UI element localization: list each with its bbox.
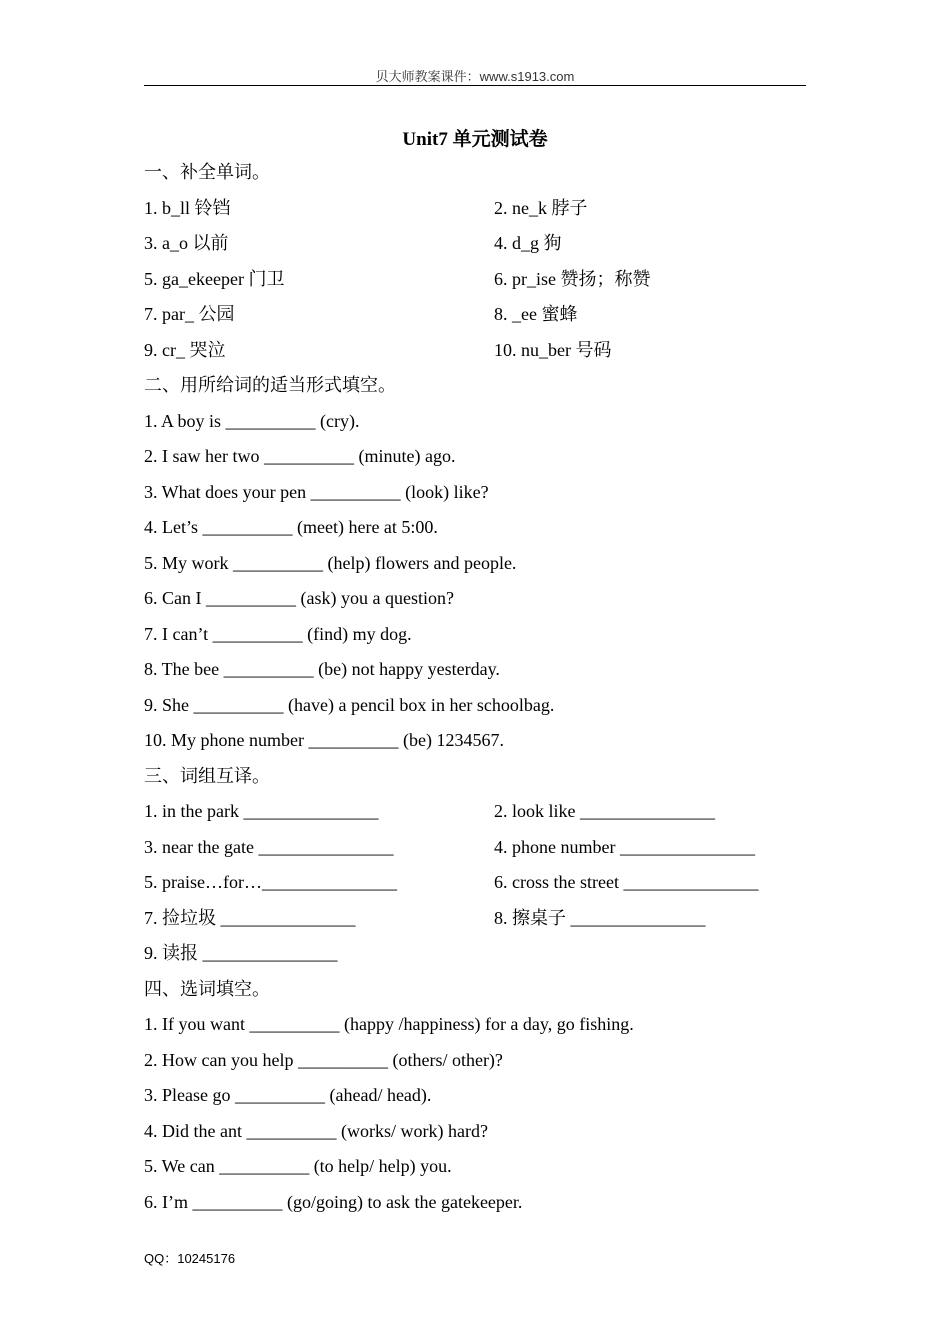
page-header: 贝大师教案课件：www.s1913.com xyxy=(375,69,575,84)
exercise-item: 10. My phone number __________ (be) 1234567. xyxy=(144,730,504,750)
section-heading: 四、选词填空。 xyxy=(144,978,270,999)
exercise-item: 9. 读报 _______________ xyxy=(144,943,338,963)
exercise-item: 7. 捡垃圾 _______________ xyxy=(144,907,356,928)
exercise-item: 6. Can I __________ (ask) you a question? xyxy=(144,588,454,608)
exercise-item: 1. If you want __________ (happy /happiness) for a day, go fishing. xyxy=(144,1014,634,1034)
exercise-row xyxy=(144,901,806,937)
exercise-item: 3. near the gate _______________ xyxy=(144,836,394,857)
exercise-row xyxy=(144,262,806,298)
exercise-item: 3. a_o 以前 xyxy=(144,233,229,253)
exercise-item: 5. We can __________ (to help/ help) you. xyxy=(144,1156,452,1176)
exercise-item: 6. cross the street _______________ xyxy=(494,872,759,892)
section-heading: 一、补全单词。 xyxy=(144,162,270,182)
exercise-item: 4. Did the ant __________ (works/ work) hard? xyxy=(144,1120,488,1141)
exercise-item: 2. look like _______________ xyxy=(494,801,715,821)
section-heading: 三、词组互译。 xyxy=(144,765,270,786)
exercise-item: 2. ne_k 脖子 xyxy=(494,197,588,218)
exercise-item: 6. pr_ise 赞扬；称赞 xyxy=(494,268,651,289)
exercise-item: 2. I saw her two __________ (minute) ago. xyxy=(144,446,456,466)
header-divider xyxy=(144,85,806,86)
exercise-row xyxy=(144,794,806,830)
exercise-row xyxy=(144,865,806,901)
exercise-item: 8. _ee 蜜蜂 xyxy=(494,304,578,324)
exercise-item: 4. Let’s __________ (meet) here at 5:00. xyxy=(144,517,438,537)
exercise-item: 10. nu_ber 号码 xyxy=(494,339,612,360)
page-title: Unit7 单元测试卷 xyxy=(402,129,548,150)
exercise-item: 4. d_g 狗 xyxy=(494,233,562,253)
section-heading: 二、用所给词的适当形式填空。 xyxy=(144,375,396,395)
exercise-item: 9. She __________ (have) a pencil box in her schoolbag. xyxy=(144,694,555,715)
exercise-item: 7. I can’t __________ (find) my dog. xyxy=(144,623,412,644)
exercise-row xyxy=(144,333,806,369)
exercise-item: 7. par_ 公园 xyxy=(144,304,235,324)
exercise-row xyxy=(144,226,806,262)
worksheet-body xyxy=(144,155,806,1220)
exercise-item: 5. praise…for…_______________ xyxy=(144,872,397,892)
exercise-item: 4. phone number _______________ xyxy=(494,836,755,857)
exercise-item: 5. ga_ekeeper 门卫 xyxy=(144,268,285,289)
exercise-row xyxy=(144,297,806,333)
exercise-row xyxy=(144,191,806,227)
exercise-item: 3. What does your pen __________ (look) like? xyxy=(144,481,489,502)
exercise-item: 2. How can you help __________ (others/ other)? xyxy=(144,1049,503,1070)
exercise-item: 1. in the park _______________ xyxy=(144,801,379,821)
exercise-item: 6. I’m __________ (go/going) to ask the gatekeeper. xyxy=(144,1191,523,1212)
exercise-item: 8. The bee __________ (be) not happy yesterday. xyxy=(144,659,500,679)
page-footer: QQ：10245176 xyxy=(144,1251,236,1266)
exercise-item: 9. cr_ 哭泣 xyxy=(144,339,226,360)
exercise-item: 1. A boy is __________ (cry). xyxy=(144,410,360,431)
exercise-item: 1. b_ll 铃铛 xyxy=(144,197,231,218)
exercise-item: 3. Please go __________ (ahead/ head). xyxy=(144,1085,432,1105)
exercise-item: 5. My work __________ (help) flowers and people. xyxy=(144,552,517,573)
exercise-row xyxy=(144,830,806,866)
exercise-item: 8. 擦桌子 _______________ xyxy=(494,907,706,928)
